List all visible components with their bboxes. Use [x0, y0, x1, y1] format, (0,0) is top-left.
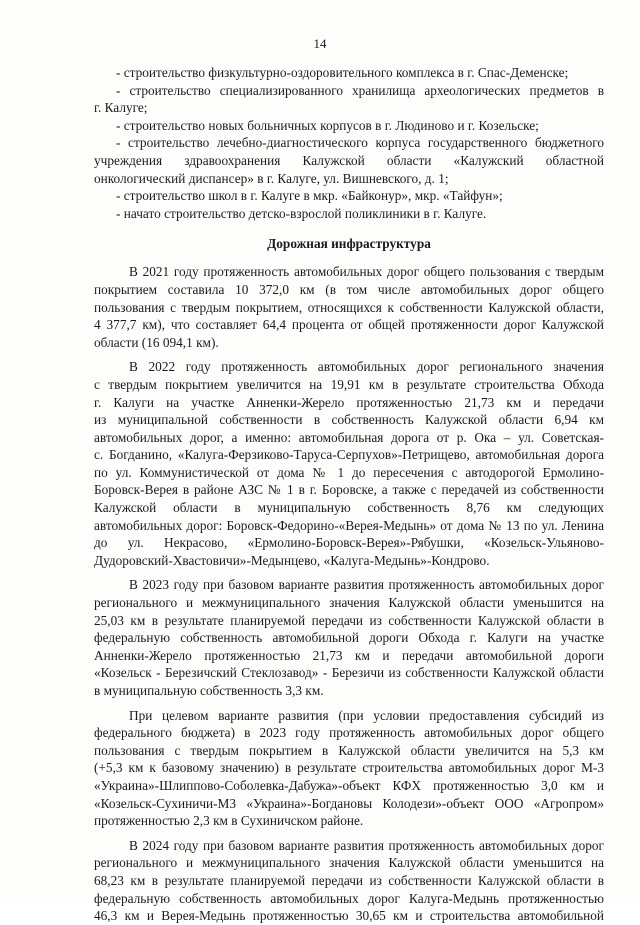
bullet-item — [94, 134, 604, 187]
paragraph — [94, 576, 604, 699]
document-body — [94, 64, 604, 925]
text-line: с твердым покрытием увеличится на 19,91 км в результате строительства Обхода — [94, 376, 604, 392]
bullet-item — [94, 205, 604, 223]
bullet-item — [94, 117, 604, 135]
text-line: в муниципальную собственность 3,3 км. — [94, 683, 324, 698]
paragraph — [94, 263, 604, 351]
text-line: - строительство школ в г. Калуге в мкр. «Байконур», мкр. «Тайфун»; — [116, 188, 503, 204]
text-line: В 2021 году протяженность автомобильных дорог общего пользования с твердым — [129, 264, 604, 280]
text-line: «Украина»-Шлиппово-Соболевка-Дабужа»-объект КФХ протяженностью 3,0 км и — [94, 777, 604, 793]
bullet-item — [94, 64, 604, 82]
text-line: регионального и межмуниципального значения Калужской области уменьшится на — [94, 855, 604, 871]
text-line: 25,03 км в результате планируемой передачи из собственности Калужской области в — [94, 612, 604, 628]
text-line: учреждения здравоохранения Калужской области «Калужский областной — [94, 152, 604, 168]
text-line: покрытием составила 10 372,0 км (в том числе автомобильных дорог общего — [94, 281, 604, 297]
text-line: автомобильных дорог: Боровск-Федорино-«Верея-Медынь» от дома № 13 по ул. Ленина — [94, 517, 604, 533]
text-line: При целевом варианте развития (при условии предоставления субсидий из — [129, 707, 604, 723]
text-line: онкологический диспансер» в г. Калуге, ул. Вишневского, д. 1; — [94, 170, 449, 186]
section-heading: Дорожная инфраструктура — [267, 236, 431, 252]
text-line: 4 377,7 км), что составляет 64,4 процента от общей протяженности дорог Калужской — [94, 317, 604, 333]
text-line: области (16 094,1 км). — [94, 334, 219, 350]
text-line: с. Богданино, «Калуга-Ферзиково-Таруса-Серпухов»-Петрищево, автомобильная дорога — [94, 447, 604, 463]
page-number: 14 — [313, 36, 327, 51]
text-line: федерального бюджета) в 2023 году протяженность автомобильных дорог общего — [94, 725, 604, 741]
text-line: (+5,3 км к базовому значению) в результате строительства автомобильных дорог М-3 — [94, 760, 604, 776]
text-line: г. Калуги на участке Анненки-Жерело протяженностью 21,73 км и передачи — [94, 394, 604, 410]
text-line: - строительство новых больничных корпусов в г. Людиново и г. Козельске; — [116, 117, 539, 133]
paragraph — [94, 707, 604, 830]
text-line: - строительство лечебно-диагностического корпуса государственного бюджетного — [116, 135, 604, 151]
text-line: федеральную собственность автомобильных дорог Калуга-Медынь протяженностью — [94, 890, 604, 906]
text-line: В 2022 году протяженность автомобильных дорог регионального значения — [129, 359, 604, 375]
text-line: - начато строительство детско-взрослой поликлиники в г. Калуге. — [116, 205, 487, 221]
bullet-item — [94, 82, 604, 117]
text-line: автомобильных дорог, а именно: автомобильная дорога от р. Ока – ул. Советская- — [94, 429, 604, 445]
text-line: по ул. Коммунистической от дома № 1 до пересечения с автодорогой Ермолино- — [94, 464, 604, 480]
paragraph — [94, 837, 604, 925]
text-line: пользования с твердым покрытием в Калужской области увеличится на 5,3 км — [94, 742, 604, 758]
bullet-item — [94, 187, 604, 205]
text-line: «Козельск-Сухиничи-М3 «Украина»-Богдановы Колодези»-объект ООО «Агропром» — [94, 795, 604, 811]
text-line: 68,23 км в результате планируемой передачи из собственности Калужской области в — [94, 872, 604, 888]
text-line: - строительство специализированного хранилища археологических предметов в — [116, 82, 604, 98]
text-line: «Козельск - Березичский Стеклозавод» - Березичи из собственности Калужской области — [94, 665, 604, 681]
text-line: Дудоровский-Хвастовичи»-Медынцево, «Калуга-Медынь»-Кондрово. — [94, 552, 490, 568]
text-line: до ул. Некрасово, «Ермолино-Боровск-Верея»-Рябушки, «Козельск-Ульяново- — [94, 535, 604, 551]
text-line: из муниципальной собственности в собственность Калужской области 6,94 км — [94, 412, 604, 428]
text-line: Калужской области в муниципальную собственность 8,76 км следующих — [94, 500, 604, 516]
text-line: пользования с твердым покрытием, относящихся к собственности Калужской области, — [94, 299, 604, 315]
text-line: г. Калуге; — [94, 100, 148, 116]
text-line: регионального и межмуниципального значения Калужской области уменьшится на — [94, 595, 604, 611]
text-line: - строительство физкультурно-оздоровительного комплекса в г. Спас-Деменске; — [116, 65, 569, 80]
text-line: федеральную собственность автомобильной дороги Обхода г. Калуги на участке — [94, 630, 604, 646]
text-line: протяженностью 2,3 км в Сухиничском районе. — [94, 813, 364, 829]
text-line: В 2024 году при базовом варианте развития протяженность автомобильных дорог — [129, 837, 604, 853]
text-line: 46,3 км и Верея-Медынь протяженностью 30,65 км и строительства автомобильной — [94, 908, 604, 924]
text-line: В 2023 году при базовом варианте развития протяженность автомобильных дорог — [129, 577, 604, 593]
paragraph — [94, 358, 604, 569]
text-line: Анненки-Жерело протяженностью 21,73 км и передачи автомобильной дороги — [94, 647, 604, 663]
text-line: Боровск-Верея в районе АЗС № 1 в г. Боровске, а также с передачей из собственности — [94, 482, 604, 498]
